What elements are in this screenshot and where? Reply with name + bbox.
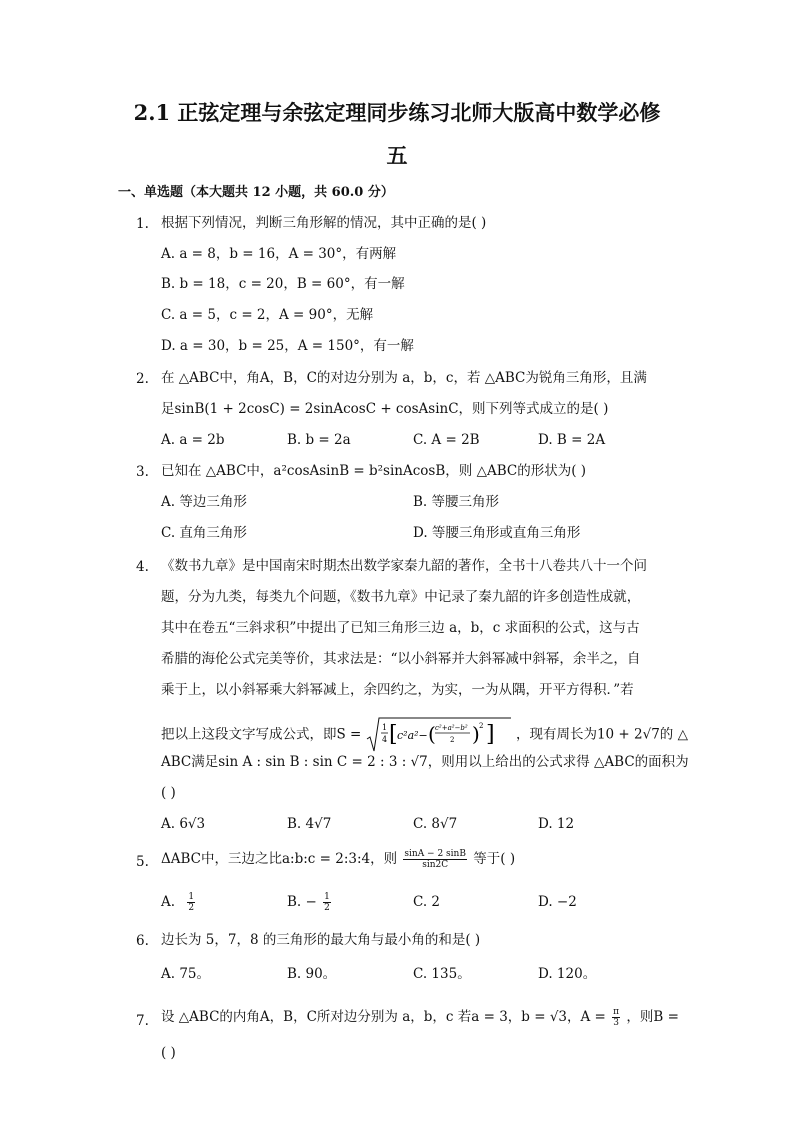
svg-text:2: 2 [449, 736, 455, 744]
question-text-formula-line [161, 717, 688, 753]
fraction-numerator: 1 [324, 892, 330, 902]
option-b: B. b = 18，c = 20，B = 60°，有一解 [161, 276, 405, 292]
section-heading: 一、单选题（本大题共 12 小题，共 60.0 分） [118, 185, 394, 200]
svg-text:4: 4 [381, 735, 387, 744]
question-text: 足sinB(1 + 2cosC) = 2sinAcosC + cosAsinC，则下列等式成立的是( ) [161, 401, 609, 417]
option-a: A. 等边三角形 [161, 494, 247, 510]
option-b: B. 等腰三角形 [413, 494, 500, 510]
question-text-suffix: ，则B = [626, 1009, 679, 1025]
option-b: B. 4√7 [287, 816, 332, 832]
option-c: C. 直角三角形 [161, 525, 247, 541]
question-text: 已知在 △ABC中，a²cosAsinB = b²sinAcosB，则 △ABC的形状为( ) [161, 463, 587, 479]
svg-text:]: ] [485, 722, 495, 747]
document-title-line1: 2.1 正弦定理与余弦定理同步练习北师大版高中数学必修 [133, 100, 661, 125]
fraction [323, 892, 331, 913]
option-label: B. − [287, 894, 317, 910]
option-a: A. a = 8，b = 16，A = 30°，有两解 [161, 246, 397, 262]
fraction-denominator: 2 [188, 903, 195, 913]
question-text [161, 1007, 679, 1028]
option-c: C. 8√7 [413, 816, 458, 832]
option-d: D. −2 [538, 894, 577, 910]
question-text: ( ) [161, 1045, 176, 1061]
option-d: D. B = 2A [538, 432, 606, 448]
svg-text:1: 1 [381, 723, 387, 732]
question-text: 其中在卷五“三斜求积”中提出了已知三角形三边 a，b，c 求面积的公式，这与古 [161, 620, 640, 636]
fraction [187, 892, 195, 913]
question-number: 1. [136, 216, 149, 232]
document-title-line2: 五 [386, 143, 408, 168]
fraction-numerator: sinA − 2 sinB [404, 849, 466, 859]
option-b: B. b = 2a [287, 432, 351, 448]
option-c: C. A = 2B [413, 432, 480, 448]
fraction-denominator: sin2C [422, 860, 449, 870]
question-text: 边长为 5，7，8 的三角形的最大角与最小角的和是( ) [161, 932, 481, 948]
question-text: 在 △ABC中，角A，B，C的对边分别为 a，b，c，若 △ABC为锐角三角形，且满 [161, 370, 647, 386]
question-number: 7. [136, 1013, 149, 1029]
svg-text:[: [ [388, 722, 398, 747]
option-d: D. a = 30，b = 25，A = 150°，有一解 [161, 338, 414, 354]
question-text-suffix: 等于( ) [473, 851, 516, 867]
fraction [403, 849, 467, 870]
question-number: 6. [136, 933, 149, 949]
question-text-prefix: ΔABC中，三边之比a:b:c = 2:3:4，则 [161, 851, 398, 867]
svg-text:): ) [471, 722, 480, 746]
fraction-numerator: 1 [188, 892, 195, 902]
option-d: D. 120。 [538, 966, 597, 982]
svg-text:c²a²−: c²a²− [396, 729, 428, 742]
option-a: A. 6√3 [161, 816, 206, 832]
question-number: 2. [136, 371, 149, 387]
option-a [161, 892, 197, 913]
question-text: 《数书九章》是中国南宋时期杰出数学家秦九韶的著作，全书十八卷共八十一个问 [161, 558, 647, 574]
option-label: A. [161, 894, 176, 910]
heron-formula [366, 717, 512, 753]
question-text: 题，分为九类，每类九个问题，《数书九章》中记录了秦九韶的许多创造性成就， [161, 589, 641, 605]
question-text-prefix: 设 △ABC的内角A，B，C所对边分别为 a，b，c 若a = 3，b = √3，A = [161, 1009, 606, 1025]
question-number: 3. [136, 464, 149, 480]
fraction [612, 1007, 620, 1028]
fraction-denominator: 3 [613, 1018, 619, 1028]
question-text [161, 849, 515, 870]
question-text: 希腊的海伦公式完美等价，其求法是：“以小斜幂并大斜幂减中斜幂，余半之，自 [161, 651, 641, 667]
question-text: ( ) [161, 785, 176, 801]
svg-text:2: 2 [478, 722, 484, 730]
option-c: C. a = 5，c = 2，A = 90°，无解 [161, 307, 374, 323]
option-d: D. 12 [538, 816, 575, 832]
svg-text:(: ( [427, 722, 436, 746]
option-b [287, 892, 333, 913]
option-c: C. 2 [413, 894, 441, 910]
formula-prefix: 把以上这段文字写成公式，即S = [161, 726, 362, 743]
svg-text:c²+a²−b²: c²+a²−b² [434, 724, 468, 732]
fraction-denominator: 2 [324, 903, 330, 913]
option-a: A. 75。 [161, 966, 211, 982]
question-text: 根据下列情况，判断三角形解的情况，其中正确的是( ) [161, 215, 487, 231]
question-number: 5. [136, 854, 149, 870]
question-number: 4. [136, 559, 149, 575]
option-b: B. 90。 [287, 966, 337, 982]
option-d: D. 等腰三角形或直角三角形 [413, 525, 581, 541]
fraction-numerator: π [613, 1007, 620, 1017]
question-text: ABC满足sin A : sin B : sin C = 2 : 3 : √7，则用以上给出的公式求得 △ABC的面积为 [161, 754, 689, 770]
question-text: 乘于上，以小斜幂乘大斜幂减上，余四约之，为实，一为从隅，开平方得积．”若 [161, 682, 634, 698]
formula-suffix: ，现有周长为10 + 2√7的 △ [515, 726, 688, 743]
option-c: C. 135。 [413, 966, 471, 982]
option-a: A. a = 2b [161, 432, 225, 448]
